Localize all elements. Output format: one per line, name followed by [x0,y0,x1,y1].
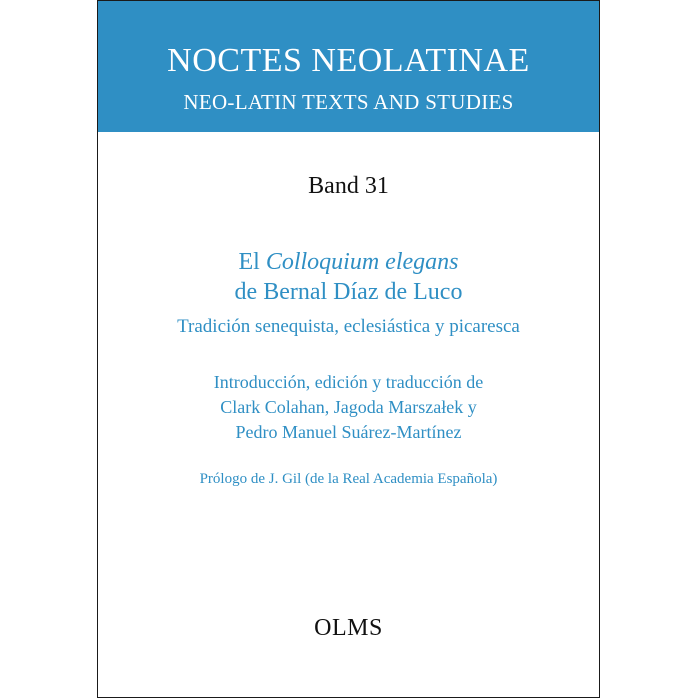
series-banner [98,1,599,132]
publisher-name: OLMS [314,615,383,641]
book-title-line-2: de Bernal Díaz de Luco [234,279,463,305]
volume-number: Band 31 [308,173,389,199]
credits-line-3: Pedro Manuel Suárez-Martínez [235,422,462,442]
book-subtitle: Tradición senequista, eclesiástica y picaresca [177,316,520,337]
book-title-line-1 [98,247,599,277]
book-cover [97,0,600,698]
series-subtitle: NEO-LATIN TEXTS AND STUDIES [183,90,514,114]
prologue-credit: Prólogo de J. Gil (de la Real Academia Española) [199,471,498,487]
credits-line-1: Introducción, edición y traducción de [213,372,484,392]
credits-line-2: Clark Colahan, Jagoda Marszałek y [220,397,477,417]
series-title: NOCTES NEOLATINAE [167,42,530,79]
title-prefix: El [238,249,260,275]
title-italic: Colloquium elegans [265,249,459,275]
